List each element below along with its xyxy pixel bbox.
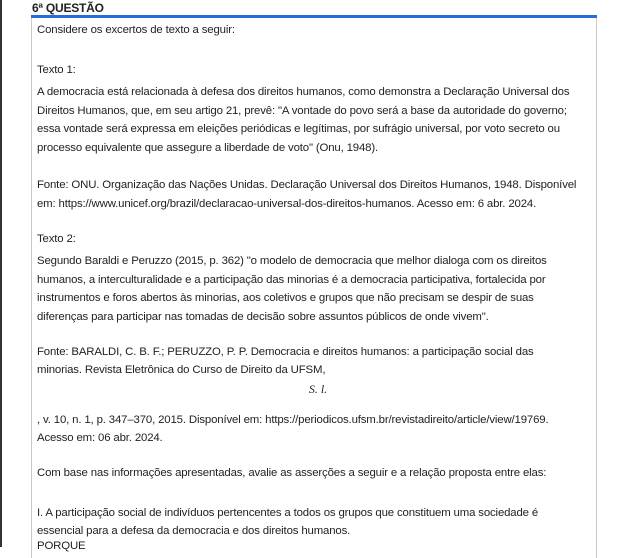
assertion-1: I. A participação social de indivíduos pertencentes a todos os grupos que constituem uma sociedade é (37, 507, 539, 519)
question-title: 6ª QUESTÃO (32, 1, 104, 15)
texto1-label: Texto 1: (37, 64, 76, 76)
texto2-line: Segundo Baraldi e Peruzzo (2015, p. 362) "o modelo de democracia que melhor dialoga com os direitos (37, 255, 547, 267)
texto2-line: diferenças para participar nas tomadas de decisão sobre assuntos públicos de onde vivem". (37, 311, 489, 323)
texto1-line: A democracia está relacionada à defesa dos direitos humanos, como demonstra a Declaração Universal dos (37, 86, 570, 98)
texto2-source: minorias. Revista Eletrônica do Curso de Direito da UFSM, (37, 364, 326, 376)
intro-text: Considere os excertos de texto a seguir: (37, 24, 235, 36)
sine-loco: S. l. (308, 382, 328, 396)
instruction-text: Com base nas informações apresentadas, avalie as asserções a seguir e a relação proposta entre elas: (37, 467, 547, 479)
texto1-line: processo equivalente que assegure a liberdade de voto" (Onu, 1948). (37, 142, 379, 154)
window-edge (0, 0, 2, 547)
texto1-line: essa vontade será expressa em eleições periódicas e legítimas, por sufrágio universal, por voto secreto ou (37, 123, 560, 135)
connector-porque: PORQUE (37, 540, 86, 552)
texto1-source: em: https://www.unicef.org/brazil/declaracao-universal-dos-direitos-humanos. Acesso em: 6 abr. 2024. (37, 198, 537, 210)
texto1-line: Direitos Humanos, que, em seu artigo 21, prevê: "A vontade do povo será a base da autoridade do governo; (37, 105, 567, 117)
texto2-source-cont: , v. 10, n. 1, p. 347–370, 2015. Disponível em: https://periodicos.ufsm.br/revistadireito/article/view/19769. (37, 414, 549, 426)
texto2-line: humanos, a interculturalidade e a participação das minorias é a democracia participativa, fortalecida por (37, 274, 546, 286)
texto2-source-cont: Acesso em: 06 abr. 2024. (37, 432, 163, 444)
texto2-source: Fonte: BARALDI, C. B. F.; PERUZZO, P. P. Democracia e direitos humanos: a participação social das (37, 346, 534, 358)
texto1-source: Fonte: ONU. Organização das Nações Unidas. Declaração Universal dos Direitos Humanos, 1948. Disponível (37, 179, 577, 191)
assertion-1: essencial para a defesa da democracia e dos direitos humanos. (37, 525, 351, 537)
texto2-line: instrumentos e foros abertos às minorias, aos coletivos e grupos que não precisam se despir de suas (37, 292, 534, 304)
texto2-label: Texto 2: (37, 233, 76, 245)
